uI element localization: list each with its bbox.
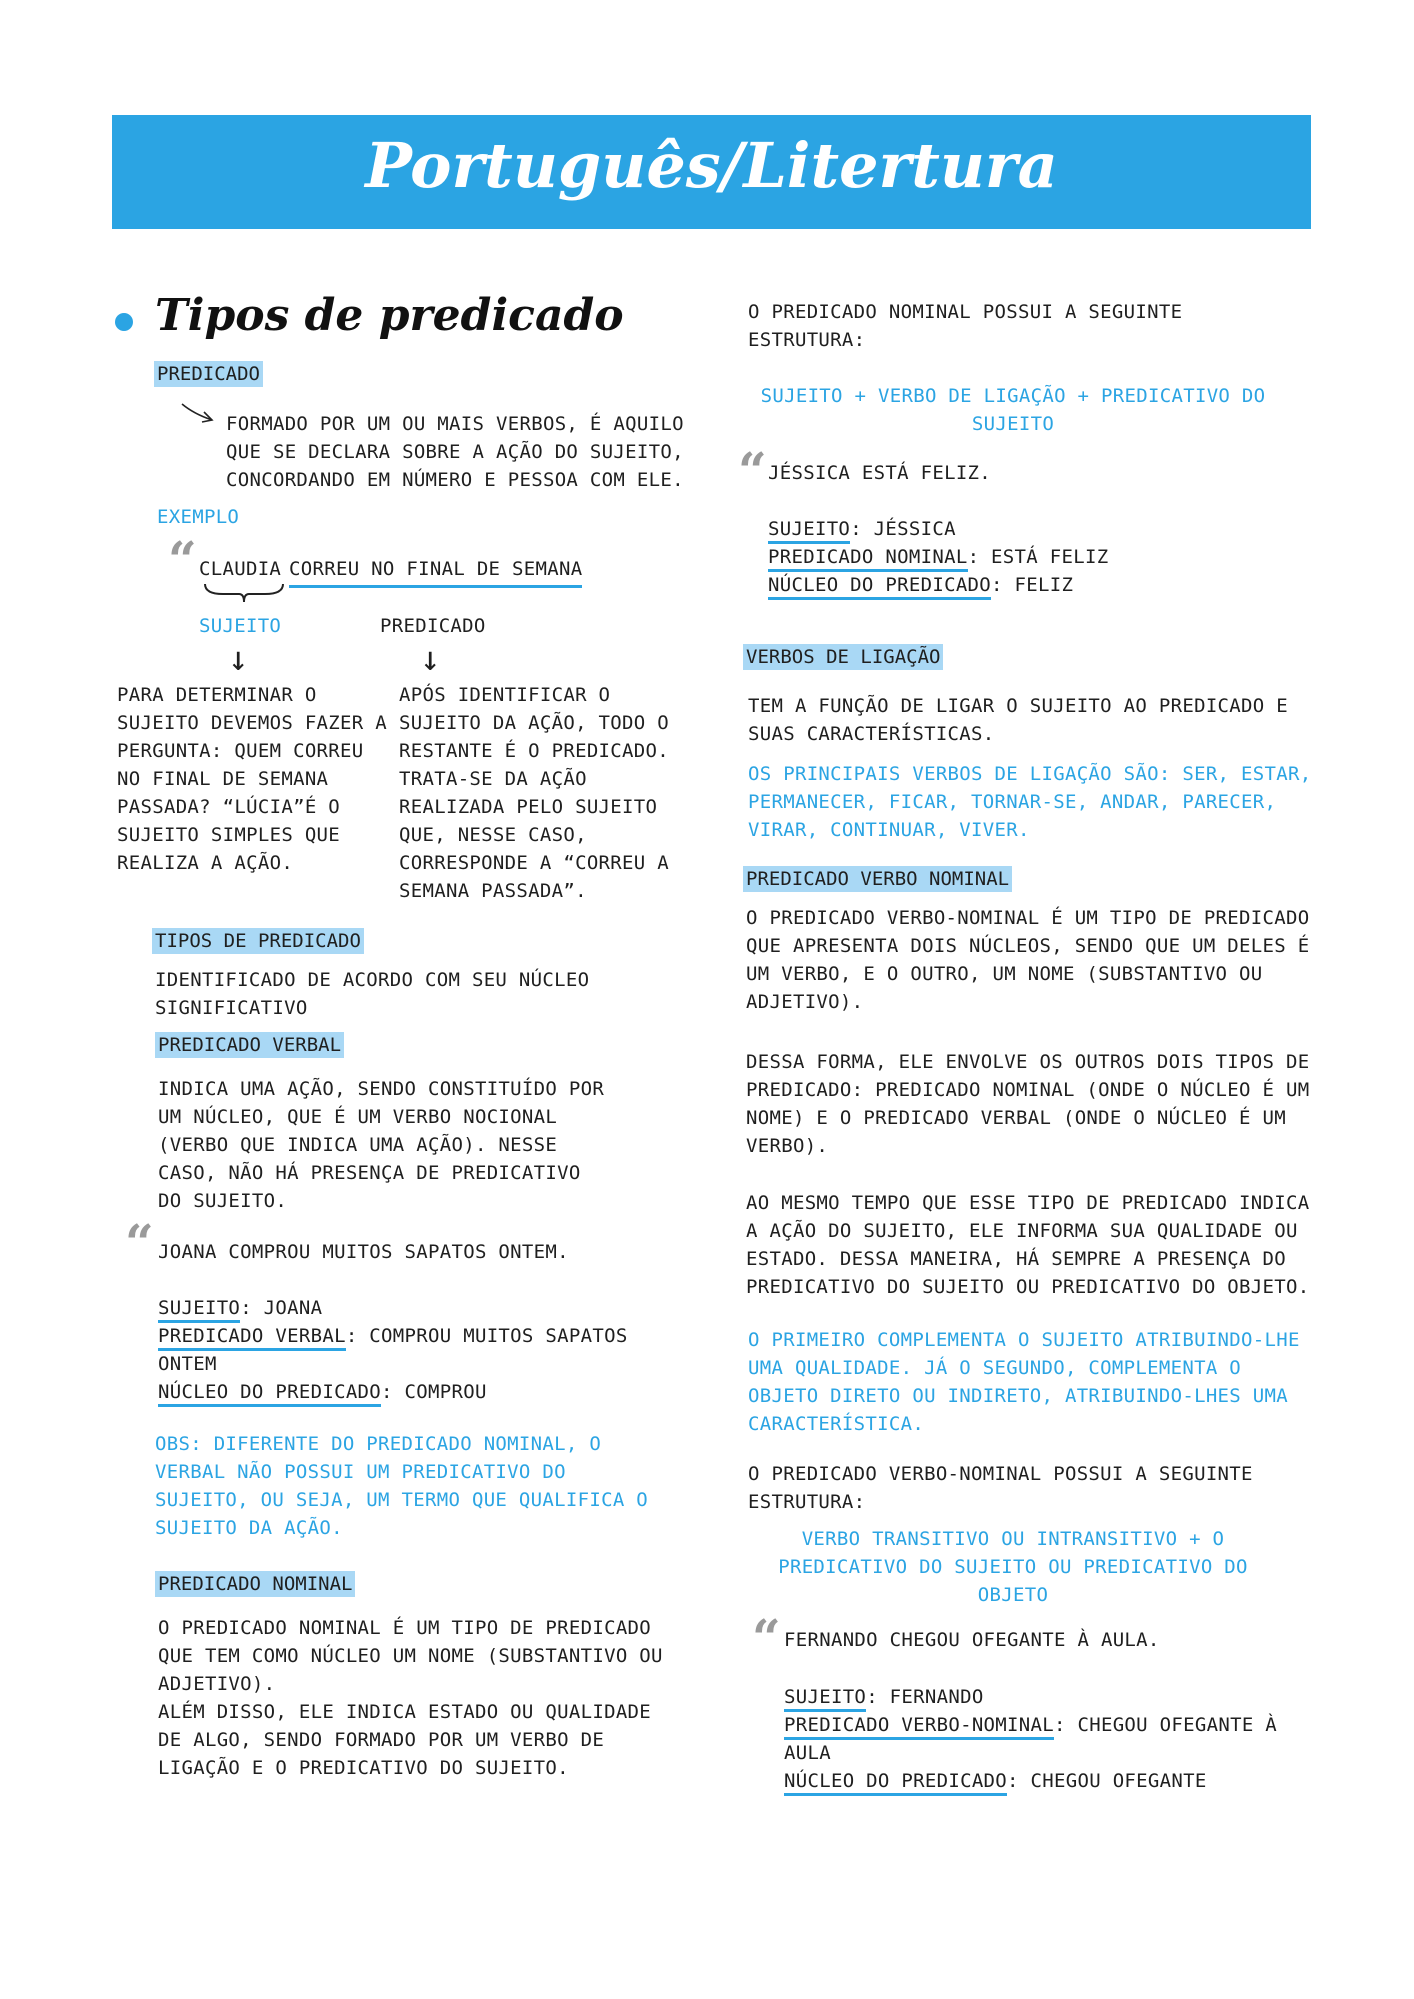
nucleo-key: NÚCLEO DO PREDICADO — [784, 1770, 1007, 1796]
col-predicado-1: APÓS IDENTIFICAR O — [399, 684, 611, 706]
verbal-pred-line-2: ONTEM — [158, 1353, 217, 1375]
nominal-struct-intro-2: ESTRUTURA: — [748, 329, 866, 351]
section-title: Tipos de predicado — [155, 290, 624, 341]
nominal-struct-intro-1: O PREDICADO NOMINAL POSSUI A SEGUINTE — [748, 301, 1183, 323]
verbal-nucleo-line — [158, 1378, 487, 1407]
sujeito-key: SUJEITO — [158, 1297, 240, 1323]
sujeito-value: : JÉSSICA — [850, 518, 956, 540]
nominal-example: JÉSSICA ESTÁ FELIZ. — [768, 462, 992, 484]
brace-icon — [203, 582, 285, 604]
vn-pred-line — [784, 1711, 1277, 1740]
curved-arrow-icon — [180, 400, 216, 428]
vn-p3-1: AO MESMO TEMPO QUE ESSE TIPO DE PREDICADO INDICA — [746, 1192, 1310, 1214]
vn-label: PREDICADO VERBO NOMINAL — [743, 866, 1012, 892]
nominal-def-6: LIGAÇÃO E O PREDICATIVO DO SUJEITO. — [158, 1757, 569, 1779]
col-sujeito-1: PARA DETERMINAR O — [117, 684, 317, 706]
predicado-key: PREDICADO NOMINAL — [768, 546, 968, 572]
vn-p4-1: O PRIMEIRO COMPLEMENTA O SUJEITO ATRIBUINDO-LHE — [748, 1329, 1300, 1351]
col-predicado-3: RESTANTE É O PREDICADO. — [399, 740, 669, 762]
nucleo-value: : FELIZ — [991, 574, 1074, 596]
predicado-value: : CHEGOU OFEGANTE À — [1054, 1714, 1278, 1736]
nominal-def-2: QUE TEM COMO NÚCLEO UM NOME (SUBSTANTIVO OU — [158, 1645, 663, 1667]
col-predicado-2: SUJEITO DA AÇÃO, TODO O — [399, 712, 669, 734]
example-sujeito: CLAUDIA — [199, 558, 282, 580]
nominal-nucleo-line — [768, 571, 1073, 600]
verbal-def-4: CASO, NÃO HÁ PRESENÇA DE PREDICATIVO — [158, 1162, 581, 1184]
bullet-dot-icon — [115, 313, 133, 331]
predicado-key: PREDICADO VERBAL — [158, 1325, 346, 1351]
down-arrow-icon: ↓ — [228, 639, 249, 679]
vn-p3-4: PREDICATIVO DO SUJEITO OU PREDICATIVO DO OBJETO. — [746, 1276, 1310, 1298]
tipos-label: TIPOS DE PREDICADO — [152, 928, 364, 954]
sujeito-value: : FERNANDO — [866, 1686, 984, 1708]
example-predicado: CORREU NO FINAL DE SEMANA — [289, 555, 582, 588]
predicado-label: PREDICADO — [154, 361, 263, 387]
verbal-sujeito-line — [158, 1294, 322, 1323]
vn-p1-3: UM VERBO, E O OUTRO, UM NOME (SUBSTANTIVO OU — [746, 963, 1263, 985]
predicado-def-1: FORMADO POR UM OU MAIS VERBOS, É AQUILO — [226, 413, 684, 435]
ligacao-list-2: PERMANECER, FICAR, TORNAR-SE, ANDAR, PARECER, — [748, 791, 1277, 813]
ligacao-label: VERBOS DE LIGAÇÃO — [743, 644, 943, 670]
nucleo-key: NÚCLEO DO PREDICADO — [158, 1381, 381, 1407]
vn-struct-2: PREDICATIVO DO SUJEITO OU PREDICATIVO DO — [778, 1556, 1248, 1578]
nominal-def-3: ADJETIVO). — [158, 1673, 276, 1695]
nominal-struct-1: SUJEITO + VERBO DE LIGAÇÃO + PREDICATIVO DO — [760, 385, 1266, 407]
page-title: Português/Litertura — [365, 129, 1058, 202]
predicado-def-3: CONCORDANDO EM NÚMERO E PESSOA COM ELE. — [226, 469, 684, 491]
vn-p2-1: DESSA FORMA, ELE ENVOLVE OS OUTROS DOIS TIPOS DE — [746, 1051, 1310, 1073]
tipos-def-2: SIGNIFICATIVO — [155, 997, 308, 1019]
nominal-def-4: ALÉM DISSO, ELE INDICA ESTADO OU QUALIDADE — [158, 1701, 652, 1723]
vn-struct-intro-1: O PREDICADO VERBO-NOMINAL POSSUI A SEGUINTE — [748, 1463, 1253, 1485]
col-sujeito-6: SUJEITO SIMPLES QUE — [117, 824, 341, 846]
predicado-key: PREDICADO VERBO-NOMINAL — [784, 1714, 1054, 1740]
sujeito-key: SUJEITO — [768, 518, 850, 544]
col-sujeito-4: NO FINAL DE SEMANA — [117, 768, 329, 790]
sujeito-label: SUJEITO — [199, 615, 282, 637]
exemplo-label: EXEMPLO — [157, 506, 240, 528]
nucleo-key: NÚCLEO DO PREDICADO — [768, 574, 991, 600]
title-banner — [112, 115, 1311, 229]
vn-p4-3: OBJETO DIRETO OU INDIRETO, ATRIBUINDO-LHES UMA — [748, 1385, 1288, 1407]
vn-p4-4: CARACTERÍSTICA. — [748, 1413, 925, 1435]
vn-pred-line-2: AULA — [784, 1742, 831, 1764]
obs-3: SUJEITO, OU SEJA, UM TERMO QUE QUALIFICA O — [155, 1489, 649, 1511]
col-predicado-5: REALIZADA PELO SUJEITO — [399, 796, 658, 818]
vn-example: FERNANDO CHEGOU OFEGANTE À AULA. — [784, 1629, 1160, 1651]
nominal-pred-line — [768, 543, 1108, 572]
vn-p2-4: VERBO). — [746, 1135, 829, 1157]
tipos-def-1: IDENTIFICADO DE ACORDO COM SEU NÚCLEO — [155, 969, 590, 991]
vn-struct-3: OBJETO — [977, 1584, 1049, 1606]
vn-p2-3: NOME) E O PREDICADO VERBAL (ONDE O NÚCLEO É UM — [746, 1107, 1286, 1129]
ligacao-def-1: TEM A FUNÇÃO DE LIGAR O SUJEITO AO PREDICADO E — [748, 695, 1288, 717]
quote-icon: “ — [168, 530, 197, 589]
predicado-def-2: QUE SE DECLARA SOBRE A AÇÃO DO SUJEITO, — [226, 441, 684, 463]
col-predicado-4: TRATA-SE DA AÇÃO — [399, 768, 587, 790]
nominal-label: PREDICADO NOMINAL — [155, 1571, 355, 1597]
quote-icon: “ — [738, 441, 767, 500]
predicado-value: : ESTÁ FELIZ — [967, 546, 1109, 568]
predicado-sub-label: PREDICADO — [380, 615, 486, 637]
quote-icon: “ — [125, 1213, 154, 1272]
vn-struct-intro-2: ESTRUTURA: — [748, 1491, 866, 1513]
vn-p1-4: ADJETIVO). — [746, 991, 864, 1013]
vn-nucleo-line — [784, 1767, 1207, 1796]
col-sujeito-2: SUJEITO DEVEMOS FAZER A — [117, 712, 387, 734]
nominal-def-1: O PREDICADO NOMINAL É UM TIPO DE PREDICADO — [158, 1617, 652, 1639]
verbal-pred-line — [158, 1322, 628, 1351]
col-predicado-8: SEMANA PASSADA”. — [399, 880, 587, 902]
down-arrow-icon: ↓ — [420, 639, 441, 679]
sujeito-value: : JOANA — [240, 1297, 323, 1319]
vn-p1-1: O PREDICADO VERBO-NOMINAL É UM TIPO DE PREDICADO — [746, 907, 1310, 929]
verbal-def-5: DO SUJEITO. — [158, 1190, 288, 1212]
verbal-label: PREDICADO VERBAL — [155, 1032, 344, 1058]
sujeito-key: SUJEITO — [784, 1686, 866, 1712]
col-sujeito-7: REALIZA A AÇÃO. — [117, 852, 294, 874]
ligacao-list-1: OS PRINCIPAIS VERBOS DE LIGAÇÃO SÃO: SER, ESTAR, — [748, 763, 1312, 785]
verbal-def-2: UM NÚCLEO, QUE É UM VERBO NOCIONAL — [158, 1106, 558, 1128]
vn-p2-2: PREDICADO: PREDICADO NOMINAL (ONDE O NÚCLEO É UM — [746, 1079, 1310, 1101]
nominal-sujeito-line — [768, 515, 956, 544]
vn-p4-2: UMA QUALIDADE. JÁ O SEGUNDO, COMPLEMENTA O — [748, 1357, 1242, 1379]
ligacao-def-2: SUAS CARACTERÍSTICAS. — [748, 723, 995, 745]
nucleo-value: : COMPROU — [381, 1381, 487, 1403]
vn-p3-3: ESTADO. DESSA MANEIRA, HÁ SEMPRE A PRESENÇA DO — [746, 1248, 1286, 1270]
vn-p1-2: QUE APRESENTA DOIS NÚCLEOS, SENDO QUE UM DELES É — [746, 935, 1310, 957]
verbal-example: JOANA COMPROU MUITOS SAPATOS ONTEM. — [158, 1241, 569, 1263]
col-sujeito-3: PERGUNTA: QUEM CORREU — [117, 740, 364, 762]
obs-4: SUJEITO DA AÇÃO. — [155, 1517, 343, 1539]
quote-icon: “ — [752, 1608, 781, 1667]
nucleo-value: : CHEGOU OFEGANTE — [1007, 1770, 1207, 1792]
col-sujeito-5: PASSADA? “LÚCIA”É O — [117, 796, 341, 818]
verbal-def-3: (VERBO QUE INDICA UMA AÇÃO). NESSE — [158, 1134, 558, 1156]
ligacao-list-3: VIRAR, CONTINUAR, VIVER. — [748, 819, 1030, 841]
vn-sujeito-line — [784, 1683, 984, 1712]
predicado-value: : COMPROU MUITOS SAPATOS — [345, 1325, 628, 1347]
vn-struct-1: VERBO TRANSITIVO OU INTRANSITIVO + O — [801, 1528, 1225, 1550]
nominal-def-5: DE ALGO, SENDO FORMADO POR UM VERBO DE — [158, 1729, 605, 1751]
col-predicado-6: QUE, NESSE CASO, — [399, 824, 587, 846]
verbal-def-1: INDICA UMA AÇÃO, SENDO CONSTITUÍDO POR — [158, 1078, 605, 1100]
vn-p3-2: A AÇÃO DO SUJEITO, ELE INFORMA SUA QUALIDADE OU — [746, 1220, 1298, 1242]
obs-2: VERBAL NÃO POSSUI UM PREDICATIVO DO — [155, 1461, 566, 1483]
nominal-struct-2: SUJEITO — [971, 413, 1055, 435]
obs-1: OBS: DIFERENTE DO PREDICADO NOMINAL, O — [155, 1433, 602, 1455]
col-predicado-7: CORRESPONDE A “CORREU A — [399, 852, 669, 874]
